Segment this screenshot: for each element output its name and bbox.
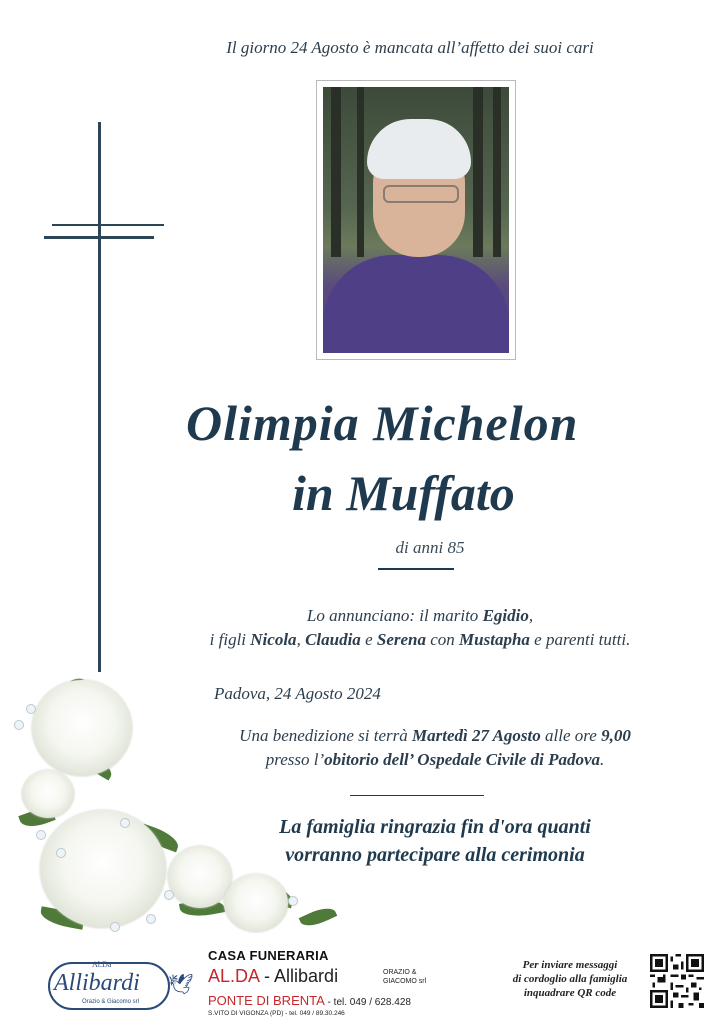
brand-company: ORAZIO & GIACOMO srl xyxy=(383,969,427,985)
cross-horizontal-bottom xyxy=(44,236,154,239)
announcement-line-2: i figli Nicola, Claudia e Serena con Mustapha e parenti tutti. xyxy=(209,630,631,649)
place-date: Padova, 24 Agosto 2024 xyxy=(214,684,381,703)
age-text: di anni 85 xyxy=(395,538,465,557)
dove-icon: 🕊 xyxy=(168,972,194,996)
qr-code[interactable] xyxy=(650,954,704,1008)
portrait-photo xyxy=(323,87,509,353)
cross-vertical xyxy=(98,122,101,672)
divider xyxy=(350,795,484,796)
divider xyxy=(378,568,454,570)
funeral-home-logo: Al.Da Allibardi Orazio & Giacomo srl 🕊 xyxy=(48,962,188,1010)
svito-contact: S.VITO DI VIGONZA (PD) - tel. 049 / 89.30.246 xyxy=(208,1010,345,1017)
qr-instructions: Per inviare messaggi di cordoglio alla famiglia inquadrare QR code xyxy=(512,959,628,999)
ponte-di-brenta-contact: PONTE DI BRENTA - tel. 049 / 628.428 xyxy=(208,993,411,1008)
deceased-name: Olimpia Michelon xyxy=(186,395,579,451)
thanks-line-1: La famiglia ringrazia fin d'ora quanti xyxy=(279,816,591,838)
blessing-line-2: presso l’obitorio dell’ Ospedale Civile di Padova. xyxy=(265,750,605,769)
portrait-frame xyxy=(316,80,516,360)
intro-text: Il giorno 24 Agosto è mancata all’affetto dei suoi cari xyxy=(226,38,594,57)
thanks-line-2: vorranno partecipare alla cerimonia xyxy=(285,844,585,866)
announcement-line-1: Lo annunciano: il marito Egidio, xyxy=(306,606,534,625)
white-roses-decoration xyxy=(0,660,340,950)
cross-horizontal-top xyxy=(52,224,164,226)
brand-name: AL.DA - Allibardi xyxy=(208,966,339,986)
blessing-line-1: Una benedizione si terrà Martedì 27 Agosto alle ore 9,00 xyxy=(239,726,631,745)
casa-funeraria-label: CASA FUNERARIA xyxy=(208,948,329,963)
deceased-married-name: in Muffato xyxy=(292,465,515,521)
